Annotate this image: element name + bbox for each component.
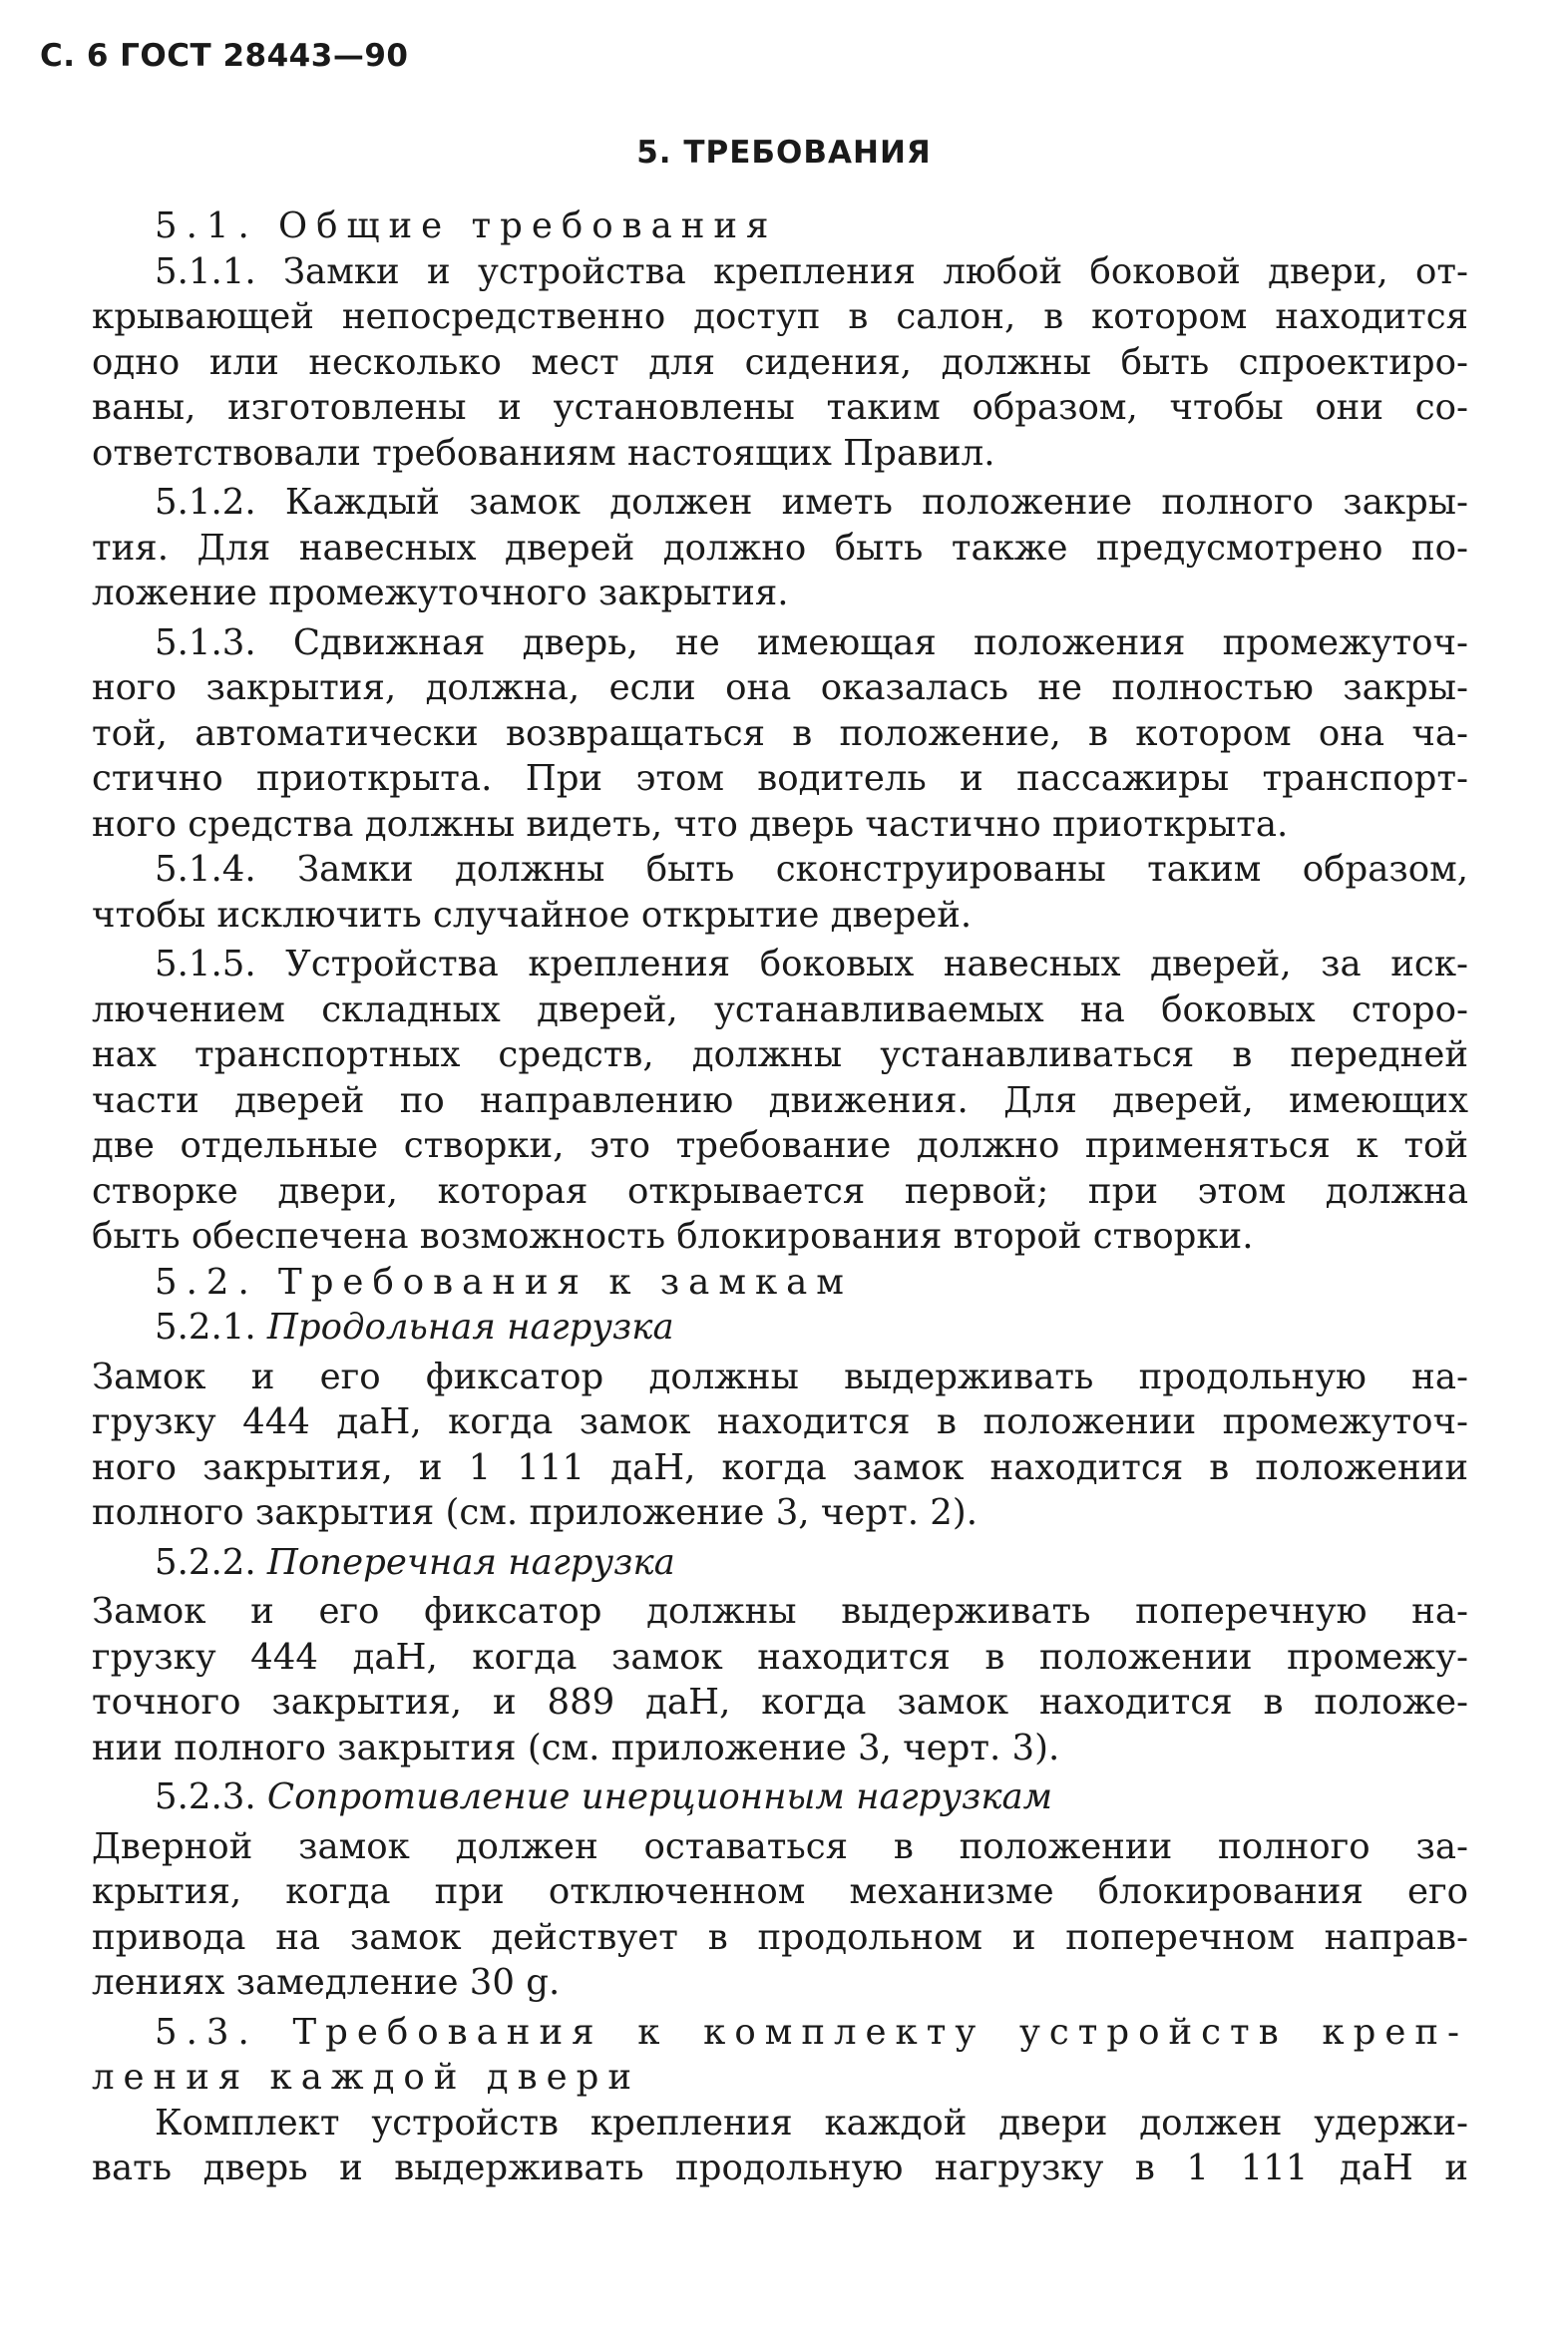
paragraph-line: точного закрытия, и 889 даН, когда замок находится в положе- [92, 1682, 1468, 1723]
paragraph-line: 5.1.3. Сдвижная дверь, не имеющая положения промежуточ- [155, 621, 1468, 663]
paragraph-line: чтобы исключить случайное открытие дверей. [92, 894, 973, 936]
paragraph-line: ного закрытия, должна, если она оказалась не полностью закры- [92, 667, 1468, 708]
paragraph-line: створке двери, которая открывается первой; при этом должна [92, 1170, 1468, 1212]
section-title: 5. ТРЕБОВАНИЯ [636, 135, 932, 171]
paragraph-line: нах транспортных средств, должны устанавливаться в передней [92, 1034, 1468, 1075]
clause-number: 5.2.1. [155, 1307, 256, 1348]
subsection-heading: 5.1. Общие требования [155, 205, 778, 246]
clause-title: Сопротивление инерционным нагрузкам [266, 1776, 1053, 1817]
paragraph-line: нии полного закрытия (см. приложение 3, черт. 3). [92, 1727, 1060, 1768]
paragraph-line: Комплект устройств крепления каждой двери должен удержи- [155, 2102, 1468, 2144]
paragraph-line: вать дверь и выдерживать продольную нагрузку в 1 111 даН и [92, 2148, 1468, 2188]
paragraph-line: стично приоткрыта. При этом водитель и пассажиры транспорт- [92, 758, 1468, 799]
paragraph-line: ного средства должны видеть, что дверь частично приоткрыта. [92, 803, 1289, 845]
paragraph-line: грузку 444 даН, когда замок находится в положении промежуточ- [92, 1401, 1468, 1442]
paragraph-line: 5.1.1. Замки и устройства крепления любой боковой двери, от- [155, 250, 1468, 292]
paragraph-line: одно или несколько мест для сидения, должны быть спроектиро- [92, 341, 1468, 383]
paragraph-line: 5.1.2. Каждый замок должен иметь положение полного закры- [155, 482, 1468, 523]
clause-number: 5.2.2. [155, 1541, 256, 1583]
clause-heading [92, 1305, 1468, 1351]
paragraph-line: лениях замедление 30 g. [92, 1962, 561, 2003]
clause-heading [92, 1540, 1468, 1586]
paragraph-line: части дверей по направлению движения. Для дверей, имеющих [92, 1079, 1468, 1121]
subsection-heading: ления каждой двери [92, 2057, 640, 2098]
paragraph-line: 5.1.5. Устройства крепления боковых навесных дверей, за иск- [155, 944, 1468, 984]
clause-title: Поперечная нагрузка [266, 1541, 675, 1583]
paragraph-line: тия. Для навесных дверей должно быть также предусмотрено по- [92, 527, 1468, 569]
paragraph-line: ваны, изготовлены и установлены таким образом, чтобы они со- [92, 387, 1468, 428]
paragraph-line: полного закрытия (см. приложение 3, черт. 2). [92, 1492, 979, 1533]
paragraph-line: Замок и его фиксатор должны выдерживать поперечную на- [92, 1591, 1468, 1632]
clause-number: 5.2.3. [155, 1776, 256, 1817]
paragraph-line: Дверной замок должен оставаться в положении полного за- [92, 1825, 1468, 1867]
subsection-heading: 5.3. Требования к комплекту устройств креп- [155, 2011, 1468, 2053]
paragraph-line: крывающей непосредственно доступ в салон, в котором находится [92, 296, 1468, 337]
paragraph-line: ответствовали требованиям настоящих Правил. [92, 432, 995, 474]
page-header: С. 6 ГОСТ 28443—90 [40, 38, 409, 74]
paragraph-line: грузку 444 даН, когда замок находится в положении промежу- [92, 1636, 1468, 1678]
paragraph-line: две отдельные створки, это требование должно применяться к той [92, 1125, 1468, 1166]
clause-heading [92, 1774, 1468, 1820]
clause-title: Продольная нагрузка [266, 1307, 674, 1348]
paragraph-line: привода на замок действует в продольном и поперечном направ- [92, 1916, 1468, 1958]
document-body [92, 203, 1468, 2191]
subsection-heading: 5.2. Требования к замкам [155, 1261, 853, 1303]
paragraph-line: ного закрытия, и 1 111 даН, когда замок находится в положении [92, 1446, 1468, 1488]
paragraph-line: той, автоматически возвращаться в положение, в котором она ча- [92, 712, 1468, 754]
paragraph-line: 5.1.4. Замки должны быть сконструированы таким образом, [155, 849, 1468, 890]
paragraph-line: крытия, когда при отключенном механизме блокирования его [92, 1871, 1468, 1912]
paragraph-line: лючением складных дверей, устанавливаемых на боковых сторо- [92, 988, 1468, 1030]
paragraph-line: Замок и его фиксатор должны выдерживать продольную на- [92, 1356, 1468, 1397]
paragraph-line: ложение промежуточного закрытия. [92, 573, 789, 613]
paragraph-line: быть обеспечена возможность блокирования второй створки. [92, 1216, 1254, 1257]
